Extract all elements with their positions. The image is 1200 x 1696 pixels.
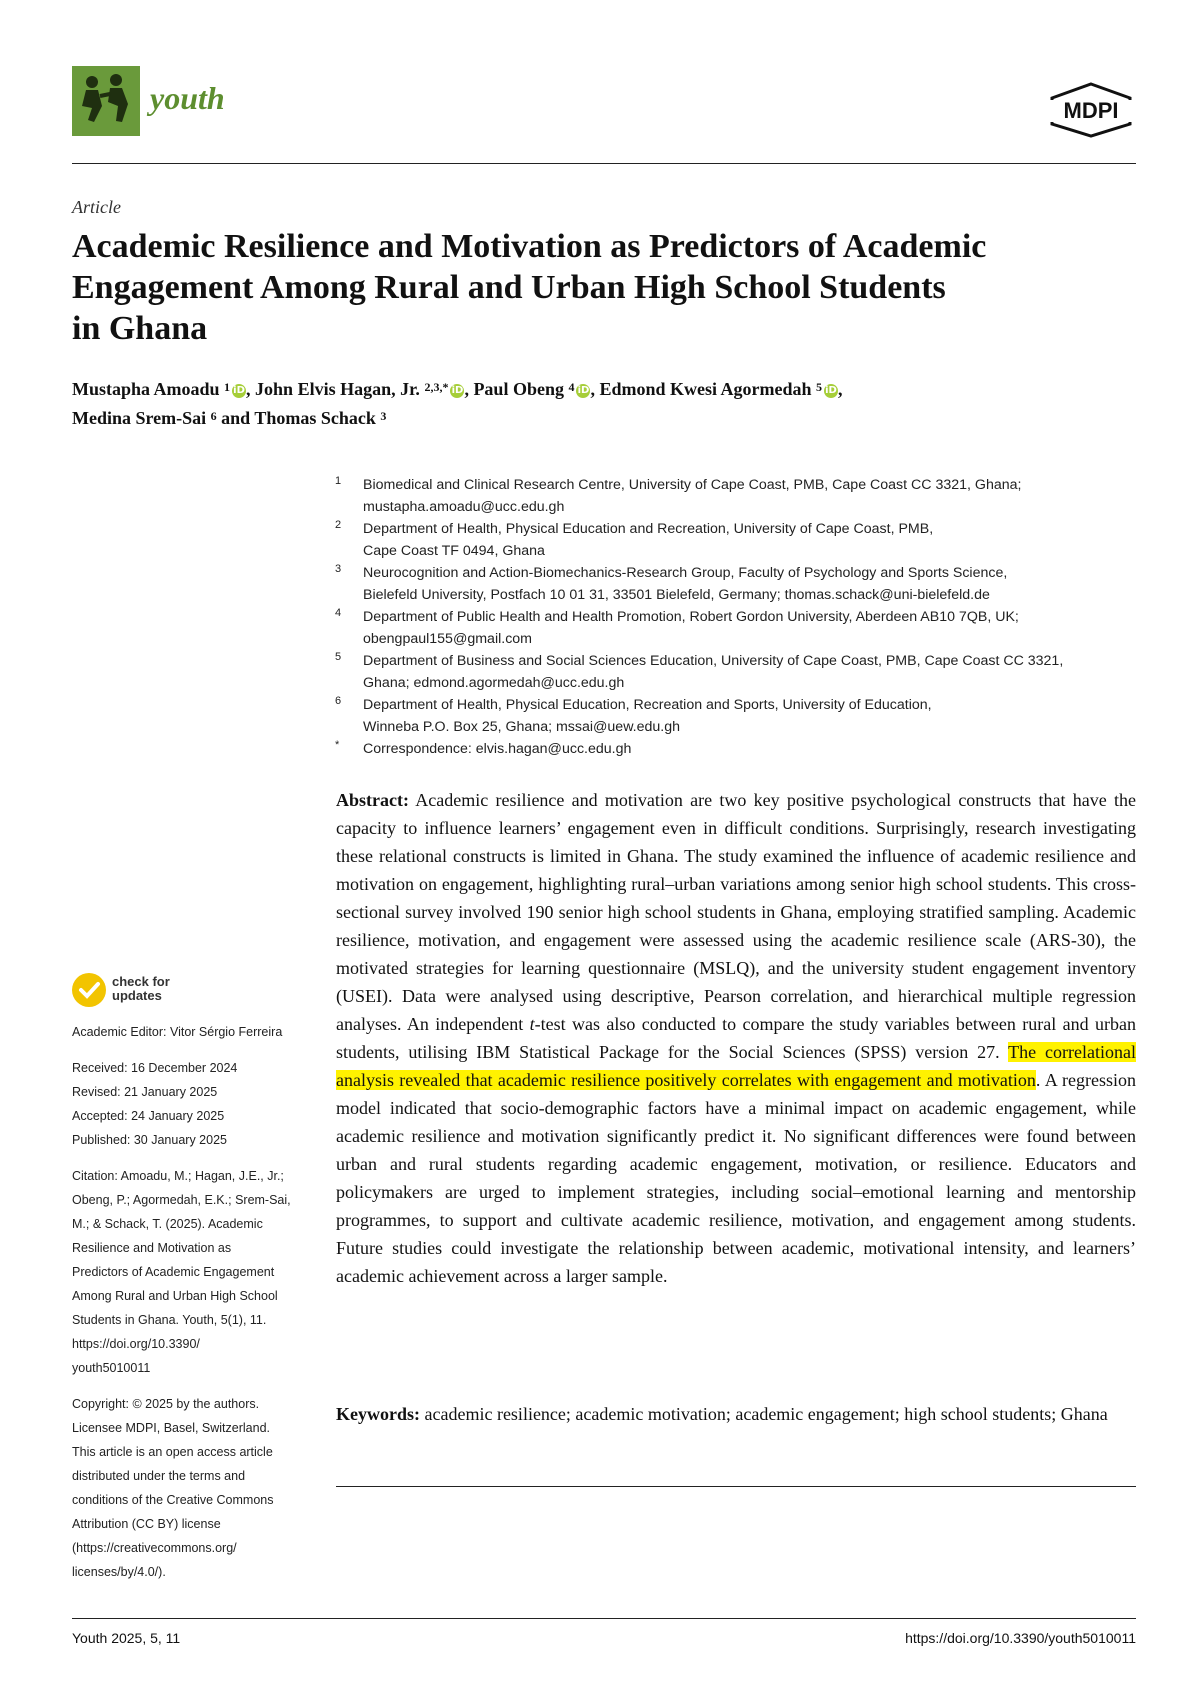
abstract-text: . A regression model indicated that socio-demographic factors have a minimal impact on academic engagement, while academic resilience and motivation significantly predict it. No significant differences were found between urban and rural students regarding academic engagement, motivation, or resilience. Educators and policymakers are urged to implement strategies, including social–emotional learning and mentorship programmes, to support and cultivate academic resilience, motivation, and engagement among students. Future studies could investigate the relationship between academic, motivational intensity, and learners’ academic achievement across a larger sample. [336, 1070, 1136, 1286]
check-for-updates-button[interactable] [72, 973, 232, 1009]
abstract-text: -test was also conducted to compare the study variables between rural and urban students, utilising IBM Statistical Package for the Social Sciences (SPSS) version 27. [336, 1014, 1136, 1062]
affiliation-item: 2 Department of Health, Physical Education and Recreation, University of Cape Coast, PMB, Cape Coast TF 0494, Ghana [335, 519, 934, 559]
publication-dates: Received: 16 December 2024 Revised: 21 January 2025 Accepted: 24 January 2025 Published: 30 January 2025 [72, 1061, 238, 1147]
orcid-icon[interactable]: iD [451, 385, 464, 396]
mdpi-logo-icon [1046, 82, 1136, 138]
orcid-icon[interactable]: iD [825, 385, 837, 396]
keywords-divider [336, 1486, 1136, 1487]
keywords-label: Keywords: [336, 1404, 420, 1424]
author-name[interactable]: Paul Obeng [473, 379, 564, 399]
check-icon [72, 973, 106, 1007]
article-info-sidebar [72, 1020, 312, 1596]
affiliation-item: 6 Department of Health, Physical Education, Recreation and Sports, University of Education, Winneba P.O. Box 25, Ghana; mssai@uew.edu.gh [335, 695, 932, 735]
author-list: Mustapha Amoadu $^1$ iD, John Elvis Hagan, Jr. $^{2,3,*}$ iD, Paul Obeng $^4$ iD, Edmond Kwesi Agormedah $^5$ iD, Medina Srem-Sai $^6$ and Thomas Schack $^3$ [72, 379, 843, 428]
abstract-text: Academic resilience and motivation are two key positive psychological constructs that have the capacity to influence learners’ engagement even in difficult conditions. Surprisingly, research investigating these relational constructs is limited in Ghana. The study examined the influence of academic resilience and motivation on engagement, highlighting rural–urban variations among senior high school students. This cross-sectional survey involved 190 senior high school students in Ghana, employing stratified sampling. Academic resilience, motivation, and engagement were assessed using the academic resilience scale (ARS-30), the motivated strategies for learning questionnaire (MSLQ), and the university student engagement inventory (USEI). Data were analysed using descriptive, Pearson correlation, and hierarchical multiple regression analyses. An independent [336, 790, 1137, 1034]
header-divider [72, 163, 1136, 164]
footer-divider [72, 1618, 1136, 1619]
orcid-icon[interactable]: iD [577, 385, 590, 396]
keywords-text: academic resilience; academic motivation; academic engagement; high school students; Ghana [424, 1404, 1108, 1424]
author-name[interactable]: Mustapha Amoadu [72, 379, 220, 399]
keywords [336, 1400, 1136, 1428]
author-affiliation-ref: 3 [380, 409, 387, 423]
affiliation-item: 5 Department of Business and Social Sciences Education, University of Cape Coast, PMB, Cape Coast CC 3321, Ghana; edmond.agormedah@ucc.edu.gh [335, 651, 1064, 691]
author-name[interactable]: Edmond Kwesi Agormedah [599, 379, 812, 399]
license-link[interactable]: (https://creativecommons.org/ [72, 1541, 237, 1555]
orcid-icon[interactable]: iD [233, 385, 245, 396]
doi-link[interactable]: youth5010011 [72, 1361, 151, 1375]
abstract: Abstract: Academic resilience and motivation are two key positive psychological constructs that have the capacity to influence learners’ engagement even in difficult conditions. Surprisingly, research investigating these relational constructs is limited in Ghana. The study examined the influence of academic resilience and motivation on engagement, highlighting rural–urban variations among senior high school students. This cross-sectional survey involved 190 senior high school students in Ghana, employing stratified sampling. Academic resilience, motivation, and engagement were assessed using the academic resilience scale (ARS-30), the motivated strategies for learning questionnaire (MSLQ), and the university student engagement inventory (USEI). Data were analysed using descriptive, Pearson correlation, and hierarchical multiple regression analyses. An independent t-test was also conducted to compare the study variables between rural and urban students, utilising IBM Statistical Package for the Social Sciences (SPSS) version 27. The correlational analysis revealed that academic resilience positively correlates with engagement and motivation. A regression model indicated that socio-demographic factors have a minimal impact on academic engagement, while academic resilience and motivation significantly predict it. No significant differences were found between urban and rural students regarding academic engagement, motivation, or resilience. Educators and policymakers are urged to implement strategies, including social–emotional learning and mentorship programmes, to support and cultivate academic resilience, motivation, and engagement among students. Future studies could investigate the relationship between academic, motivational intensity, and learners’ academic achievement across a larger sample. [336, 790, 1137, 1286]
academic-editor: Academic Editor: Vitor Sérgio Ferreira [72, 1025, 283, 1039]
title-line: Engagement Among Rural and Urban High School Students [72, 269, 946, 306]
correspondence-item: * Correspondence: elvis.hagan@ucc.edu.gh [335, 739, 632, 757]
author-name[interactable]: Medina Srem-Sai [72, 408, 207, 428]
article-title [72, 226, 1142, 349]
author-name[interactable]: John Elvis Hagan, Jr. [255, 379, 420, 399]
footer-doi-link[interactable]: https://doi.org/10.3390/youth5010011 [905, 1630, 1136, 1646]
author-affiliation-ref: 2,3,* [424, 380, 449, 394]
article-type: Article [72, 197, 121, 217]
author-affiliation-ref: 4 [568, 380, 575, 394]
title-line: in Ghana [72, 310, 208, 347]
footer-journal-citation: Youth 2025, 5, 11 [72, 1630, 181, 1646]
check-for-updates-label: check for updates [112, 974, 170, 1003]
author-affiliation-ref: 1 [224, 380, 231, 394]
author-affiliation-ref: 6 [210, 409, 217, 423]
affiliation-item: 1 Biomedical and Clinical Research Centre, University of Cape Coast, PMB, Cape Coast CC 3321, Ghana; mustapha.amoadu@ucc.edu.gh [335, 475, 1022, 515]
affiliations-list [335, 474, 1145, 760]
doi-link[interactable]: https://doi.org/10.3390/ [72, 1337, 200, 1351]
journal-name: youth [150, 80, 225, 116]
abstract-label: Abstract: [336, 790, 409, 810]
journal-logo-icon [72, 66, 140, 136]
copyright: Copyright: © 2025 by the authors. Licensee MDPI, Basel, Switzerland. This article is an open access article distributed under the terms and conditions of the Creative Commons Attribution (CC BY) license (https://creativecommons.org/ licenses/by/4.0/). [72, 1392, 312, 1584]
title-line: Academic Resilience and Motivation as Predictors of Academic [72, 228, 987, 265]
affiliation-item: 3 Neurocognition and Action-Biomechanics-Research Group, Faculty of Psychology and Sports Science, Bielefeld University, Postfach 10 01 31, 33501 Bielefeld, Germany; thomas.schack@uni-bielefeld.de [335, 563, 1008, 603]
license-link[interactable]: licenses/by/4.0/). [72, 1565, 166, 1579]
affiliation-item: 4 Department of Public Health and Health Promotion, Robert Gordon University, Aberdeen AB10 7QB, UK; obengpaul155@gmail.com [335, 607, 1019, 647]
author-affiliation-ref: 5 [816, 380, 822, 394]
citation: Citation: Amoadu, M.; Hagan, J.E., Jr.; Obeng, P.; Agormedah, E.K.; Srem-Sai, M.; & Schack, T. (2025). Academic Resilience and Motivation as Predictors of Academic Engagement Among Rural and Urban High School Students in Ghana. Youth, 5(1), 11. https://doi.org/10.3390/ youth5010011 [72, 1164, 312, 1380]
author-name[interactable]: Thomas Schack [254, 408, 376, 428]
abstract-highlight: The correlational analysis revealed that academic resilience positively correlates with engagement and motivation [336, 1042, 1136, 1090]
mdpi-logo-text: MDPI [1063, 98, 1119, 123]
